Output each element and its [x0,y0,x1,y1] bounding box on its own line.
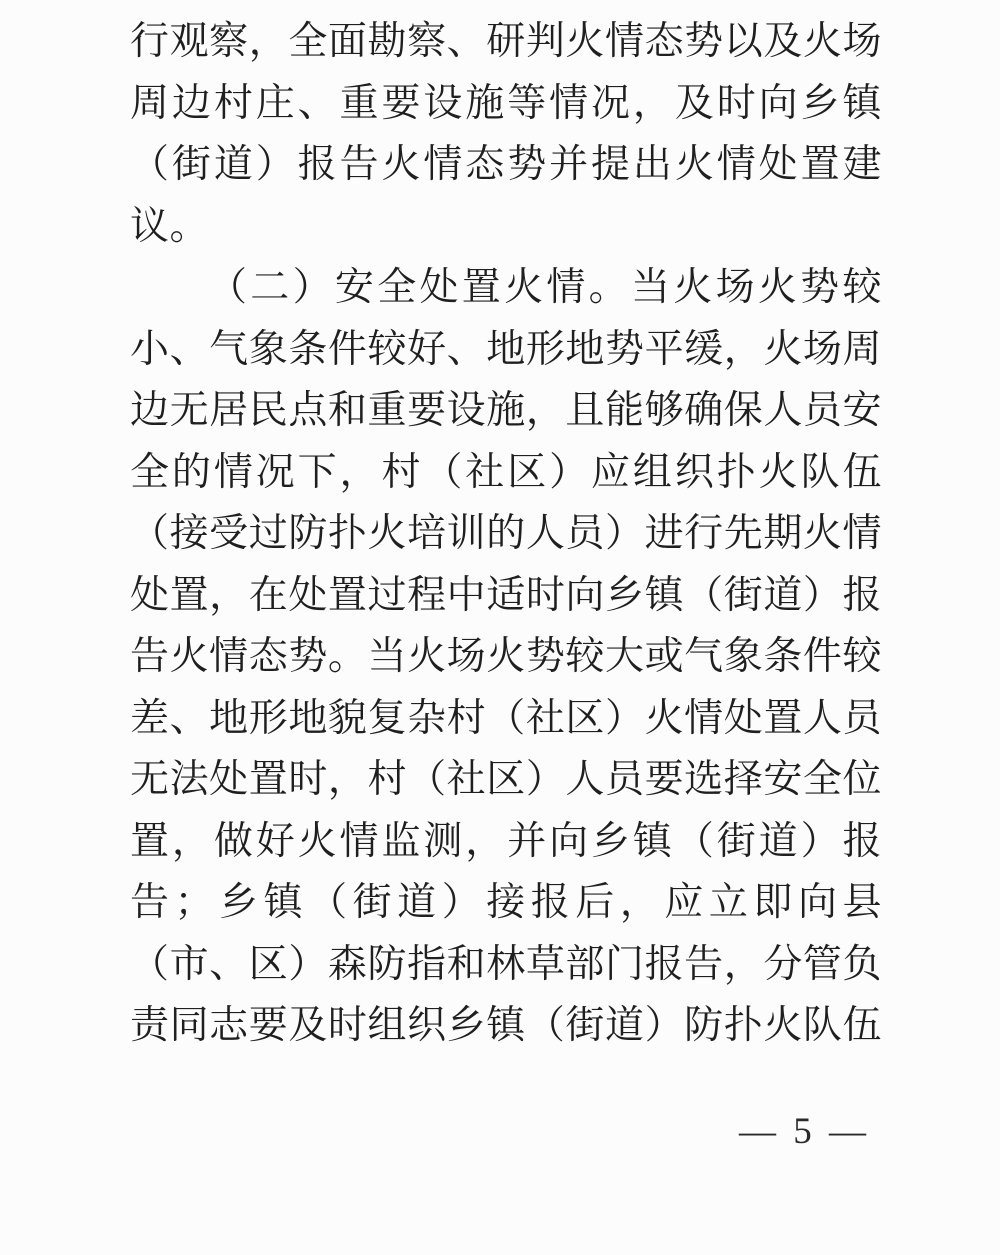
text-line: 行观察，全面勘察、研判火情态势以及火场 [130,20,882,63]
text-line-rest: 当火场火势较 [630,266,882,309]
section-heading: （二）安全处置火情。 [208,266,631,309]
text-line: 置，做好火情监测，并向乡镇（街道）报 [130,819,882,863]
text-line: （接受过防扑火培训的人员）进行先期火情 [130,512,882,555]
text-line: 全的情况下，村（社区）应组织扑火队伍 [130,450,882,494]
text-line: 差、地形地貌复杂村（社区）火情处置人员 [130,696,882,740]
text-line [130,257,882,319]
text-line: 责同志要及时组织乡镇（街道）防扑火队伍 [130,1004,882,1047]
document-body [130,11,882,1057]
text-line: 小、气象条件较好、地形地势平缓，火场周 [130,327,882,371]
page-number: — 5 — [739,1111,870,1152]
text-line: 无法处置时，村（社区）人员要选择安全位 [130,758,882,801]
text-line: 告；乡镇（街道）接报后，应立即向县 [130,881,882,924]
text-line: 告火情态势。当火场火势较大或气象条件较 [130,635,882,678]
text-line: 边无居民点和重要设施，且能够确保人员安 [130,389,882,432]
text-line: 处置，在处置过程中适时向乡镇（街道）报 [130,573,882,617]
text-line: （街道）报告火情态势并提出火情处置建 [130,143,882,186]
text-line: （市、区）森防指和林草部门报告，分管负 [130,942,882,986]
text-line: 周边村庄、重要设施等情况，及时向乡镇 [130,81,882,125]
text-line: 议。 [130,204,210,248]
page-footer [739,1108,870,1156]
